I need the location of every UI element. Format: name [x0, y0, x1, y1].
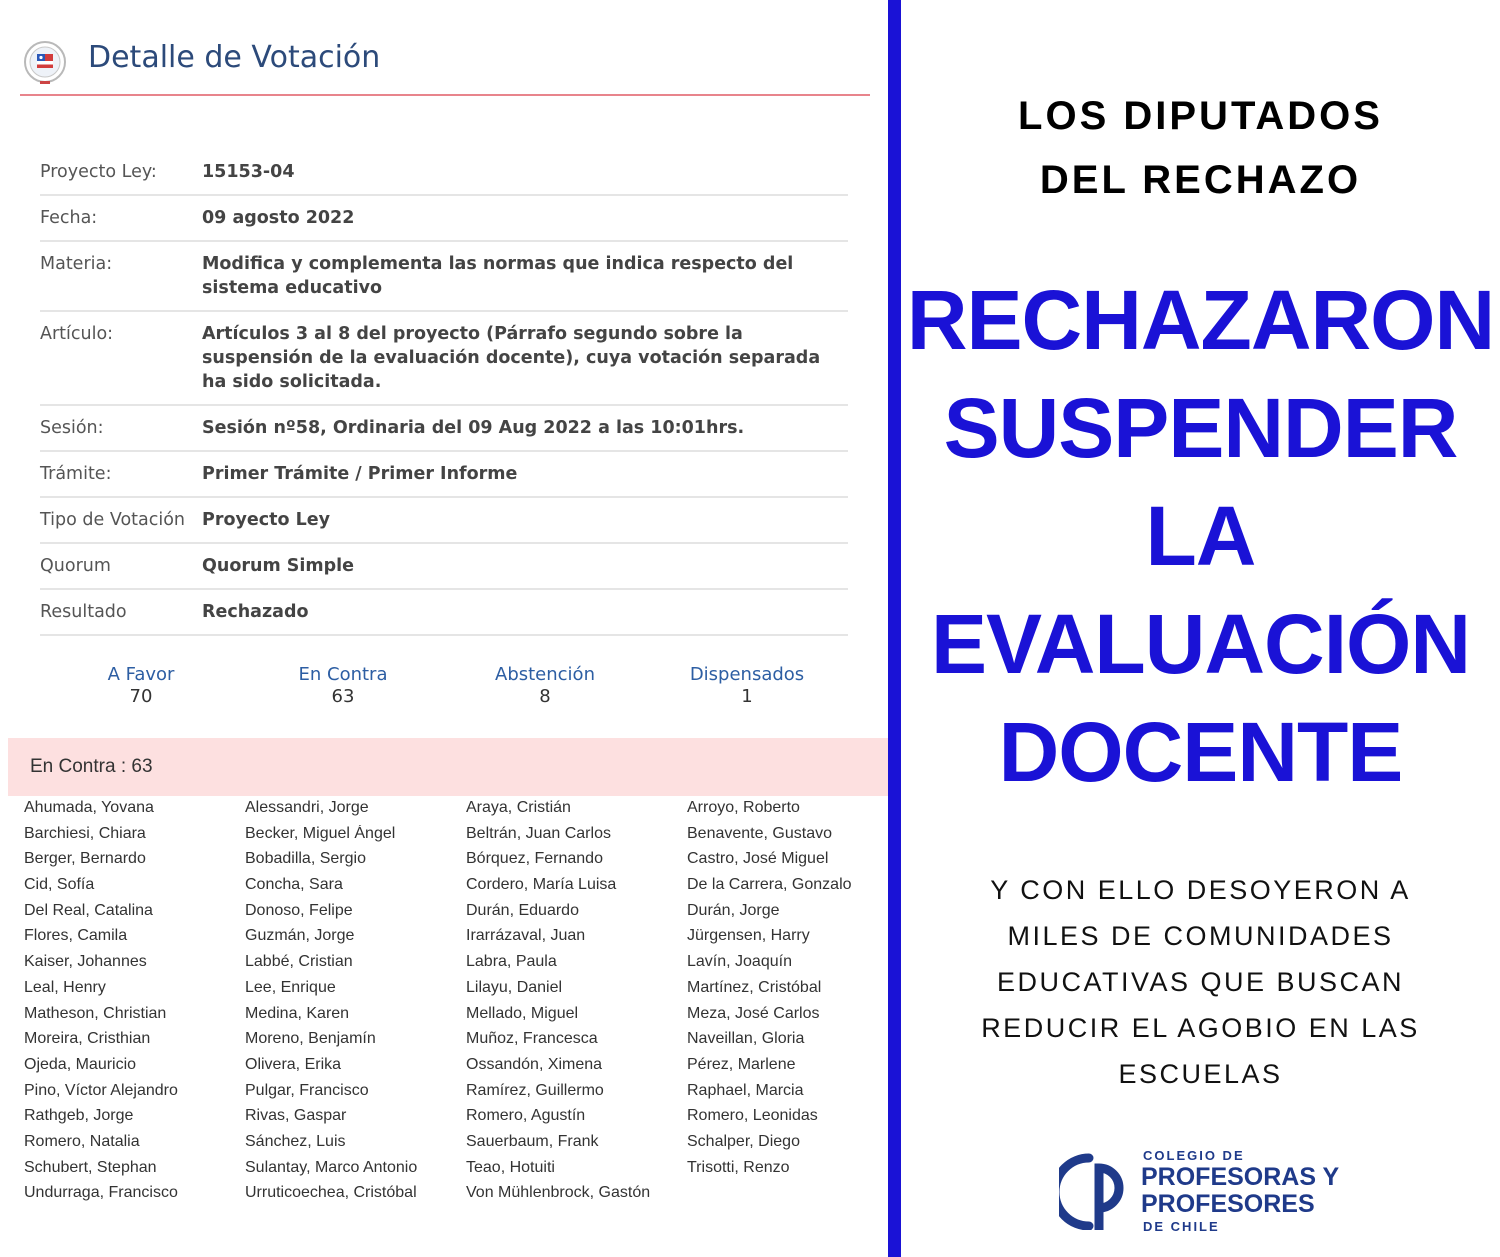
detail-label: Resultado — [40, 602, 127, 622]
detail-value: Sesión nº58, Ordinaria del 09 Aug 2022 a las 10:01hrs. — [202, 418, 745, 438]
deputy-name[interactable]: Durán, Eduardo — [466, 901, 579, 919]
detail-label: Artículo: — [40, 324, 114, 344]
deputy-name[interactable]: Von Mühlenbrock, Gastón — [466, 1184, 651, 1202]
deputy-name[interactable]: Benavente, Gustavo — [687, 824, 832, 842]
deputy-name[interactable]: Concha, Sara — [245, 876, 343, 894]
detail-value: 15153-04 — [202, 162, 295, 182]
detail-label: Materia: — [40, 254, 113, 274]
deputy-name[interactable]: Sauerbaum, Frank — [466, 1132, 599, 1150]
en-contra-header — [8, 738, 888, 796]
deputy-name[interactable]: Cid, Sofía — [24, 876, 95, 894]
detail-row-quorum — [40, 544, 848, 590]
detail-value: Rechazado — [202, 602, 309, 622]
deputy-name[interactable]: Mellado, Miguel — [466, 1004, 579, 1022]
deputy-name[interactable]: Irarrázaval, Juan — [466, 927, 586, 945]
deputy-name[interactable]: Rivas, Gaspar — [245, 1107, 347, 1125]
deputy-name[interactable]: Urruticoechea, Cristóbal — [245, 1184, 417, 1202]
detail-value: Modifica y complementa las normas que indica respecto del sistema educativo — [202, 254, 794, 298]
deputy-name[interactable]: Araya, Cristián — [466, 799, 571, 816]
deputy-name[interactable]: Flores, Camila — [24, 927, 128, 945]
deputy-name[interactable]: Berger, Bernardo — [24, 850, 146, 868]
logo-text-bottom: DE CHILE — [1143, 1219, 1220, 1234]
deputy-name[interactable]: Donoso, Felipe — [245, 901, 353, 919]
headline-word: DOCENTE — [998, 705, 1403, 799]
detail-value: Primer Trámite / Primer Informe — [202, 464, 518, 484]
detail-value: Quorum Simple — [202, 556, 355, 576]
logo-text-top: COLEGIO DE — [1143, 1148, 1245, 1163]
poster-line-2: DEL RECHAZO — [1039, 158, 1362, 202]
deputy-name[interactable]: Jürgensen, Harry — [687, 927, 810, 945]
deputy-name[interactable]: Ahumada, Yovana — [24, 799, 154, 816]
count-label: En Contra — [298, 664, 388, 685]
count-dispensados[interactable] — [646, 664, 848, 708]
deputy-name[interactable]: Castro, José Miguel — [687, 850, 829, 868]
poster-line-1: LOS DIPUTADOS — [1018, 94, 1383, 138]
deputy-name[interactable]: Moreira, Cristhian — [24, 1030, 151, 1048]
count-value: 63 — [331, 686, 355, 707]
detail-row-tramite — [40, 452, 848, 498]
deputy-name[interactable]: Bórquez, Fernando — [466, 850, 603, 868]
deputy-name[interactable]: Pulgar, Francisco — [245, 1081, 369, 1099]
vote-counts — [40, 664, 848, 708]
deputy-name[interactable]: Matheson, Christian — [24, 1004, 167, 1022]
deputy-name[interactable]: Romero, Leonidas — [687, 1107, 818, 1125]
count-label: Abstención — [495, 664, 595, 685]
count-a-favor[interactable] — [40, 664, 242, 708]
deputy-name[interactable]: Schalper, Diego — [687, 1132, 800, 1150]
detail-value: 09 agosto 2022 — [202, 208, 355, 228]
subtext-line: REDUCIR EL AGOBIO EN LAS — [981, 1013, 1420, 1043]
deputy-name[interactable]: Del Real, Catalina — [24, 901, 153, 919]
blue-divider — [888, 0, 901, 1257]
detail-label: Tipo de Votación — [40, 510, 186, 530]
logo-text-main-2: PROFESORES — [1141, 1190, 1315, 1218]
headline-word: LA — [1145, 489, 1256, 583]
detail-label: Fecha: — [40, 208, 98, 228]
subtext-line: Y CON ELLO DESOYERON A — [990, 875, 1411, 905]
colegio-profesores-logo — [1059, 1148, 1379, 1238]
deputy-name[interactable]: Lavín, Joaquín — [687, 953, 792, 971]
deputy-name[interactable]: Labra, Paula — [466, 953, 557, 971]
deputy-name[interactable]: Lee, Enrique — [245, 978, 336, 996]
count-abstencion[interactable] — [444, 664, 646, 708]
subtext-line: EDUCATIVAS QUE BUSCAN — [996, 967, 1405, 997]
deputy-name[interactable]: Romero, Natalia — [24, 1132, 140, 1150]
deputy-name[interactable]: Leal, Henry — [24, 978, 106, 996]
detail-row-proyecto — [40, 150, 848, 196]
detail-value: Artículos 3 al 8 del proyecto (Párrafo segundo sobre la suspensión de la evaluación docente), cuya votación separada ha sido solicitada. — [202, 324, 821, 392]
headline-word: EVALUACIÓN — [930, 597, 1471, 691]
headline-word: RECHAZARON — [906, 273, 1495, 367]
deputy-name[interactable]: Durán, Jorge — [687, 901, 780, 919]
deputy-name[interactable]: Sánchez, Luis — [245, 1132, 346, 1150]
detail-row-resultado — [40, 590, 848, 636]
count-label: Dispensados — [689, 664, 805, 685]
deputy-name[interactable]: Raphael, Marcia — [687, 1081, 804, 1099]
detail-row-sesion — [40, 406, 848, 452]
deputy-name[interactable]: Kaiser, Johannes — [24, 953, 147, 971]
poster-panel — [901, 0, 1500, 1257]
deputy-name[interactable]: Moreno, Benjamín — [245, 1030, 376, 1048]
count-value: 1 — [741, 686, 753, 707]
page-header — [20, 36, 870, 96]
detail-value: Proyecto Ley — [202, 510, 331, 530]
deputy-name[interactable]: Ramírez, Guillermo — [466, 1081, 604, 1099]
headline-word: SUSPENDER — [943, 381, 1458, 475]
deputy-name[interactable]: Meza, José Carlos — [687, 1004, 820, 1022]
en-contra-name-list — [24, 799, 884, 1210]
deputy-name[interactable]: Barchiesi, Chiara — [24, 824, 146, 842]
deputy-name[interactable]: Bobadilla, Sergio — [245, 850, 366, 868]
deputy-name[interactable]: Cordero, María Luisa — [466, 876, 617, 894]
detail-label: Sesión: — [40, 418, 104, 438]
detail-row-articulo — [40, 312, 848, 406]
deputy-name[interactable]: Teao, Hotuiti — [466, 1158, 555, 1176]
page-title: Detalle de Votación — [88, 40, 381, 75]
detail-label: Proyecto Ley: — [40, 162, 157, 182]
deputy-name[interactable]: Romero, Agustín — [466, 1107, 586, 1125]
deputy-name[interactable]: Schubert, Stephan — [24, 1158, 157, 1176]
deputy-name[interactable]: Rathgeb, Jorge — [24, 1107, 134, 1125]
deputy-name[interactable]: Undurraga, Francisco — [24, 1184, 178, 1202]
colegio-logo-icon — [1059, 1150, 1131, 1230]
deputy-name[interactable]: Becker, Miguel Ángel — [245, 824, 396, 842]
deputy-name[interactable]: De la Carrera, Gonzalo — [687, 876, 852, 894]
deputy-name[interactable]: Muñoz, Francesca — [466, 1030, 598, 1048]
chamber-seal-icon — [20, 40, 70, 86]
logo-text-main-1: PROFESORAS Y — [1141, 1163, 1340, 1191]
deputy-name[interactable]: Arroyo, Roberto — [687, 799, 800, 816]
deputy-name[interactable]: Trisotti, Renzo — [687, 1158, 790, 1176]
deputy-name[interactable]: Guzmán, Jorge — [245, 927, 355, 945]
deputy-name[interactable]: Pérez, Marlene — [687, 1055, 796, 1073]
deputy-name[interactable]: Medina, Karen — [245, 1004, 350, 1022]
subtext-line: MILES DE COMUNIDADES — [1007, 921, 1394, 951]
count-value: 70 — [129, 686, 153, 707]
subtext-line: ESCUELAS — [1118, 1059, 1283, 1089]
vote-details-table — [40, 150, 848, 636]
deputy-name[interactable]: Naveillan, Gloria — [687, 1030, 805, 1048]
count-label: A Favor — [107, 664, 175, 685]
count-en-contra[interactable] — [242, 664, 444, 708]
deputy-name[interactable]: Olivera, Erika — [245, 1055, 342, 1073]
detail-label: Trámite: — [40, 464, 112, 484]
deputy-name[interactable]: Lilayu, Daniel — [466, 978, 563, 996]
deputy-name[interactable]: Beltrán, Juan Carlos — [466, 824, 611, 842]
deputy-name[interactable]: Alessandri, Jorge — [245, 799, 369, 816]
en-contra-title: En Contra : 63 — [30, 756, 153, 777]
deputy-name[interactable]: Ojeda, Mauricio — [24, 1055, 137, 1073]
deputy-name[interactable]: Pino, Víctor Alejandro — [24, 1081, 178, 1099]
detail-row-tipo — [40, 498, 848, 544]
detail-row-fecha — [40, 196, 848, 242]
count-value: 8 — [539, 686, 551, 707]
deputy-name[interactable]: Ossandón, Ximena — [466, 1055, 603, 1073]
deputy-name[interactable]: Martínez, Cristóbal — [687, 978, 822, 996]
logo-text-main — [1141, 1164, 1339, 1218]
deputy-name[interactable]: Sulantay, Marco Antonio — [245, 1158, 418, 1176]
detail-row-materia — [40, 242, 848, 312]
deputy-name[interactable]: Labbé, Cristian — [245, 953, 353, 971]
detail-label: Quorum — [40, 556, 111, 576]
